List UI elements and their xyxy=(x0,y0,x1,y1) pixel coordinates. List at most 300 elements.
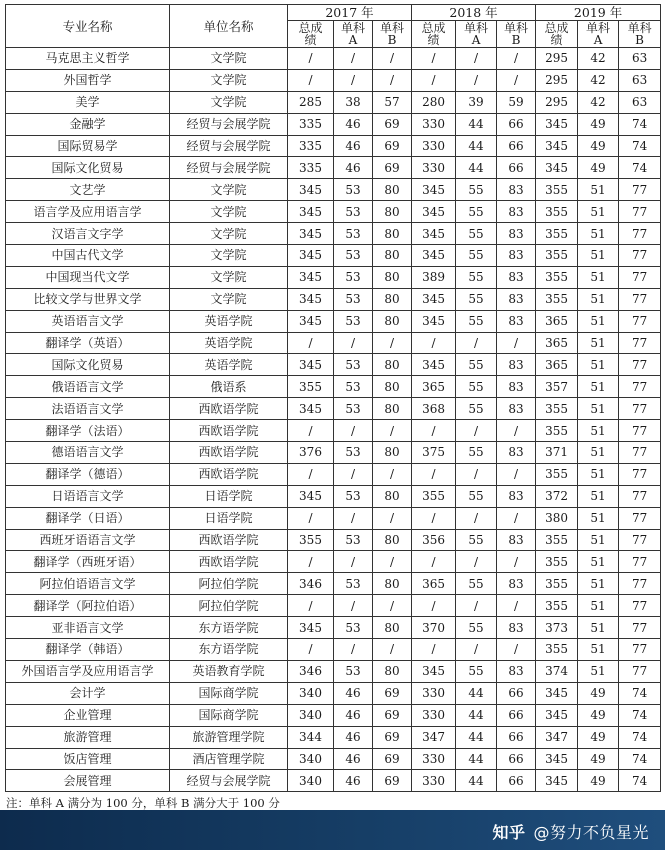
score-cell: 44 xyxy=(456,704,497,726)
major-name-cell: 翻译学（德语） xyxy=(6,463,170,485)
score-cell: 80 xyxy=(373,266,412,288)
score-cell: 77 xyxy=(619,595,661,617)
major-name-cell: 会计学 xyxy=(6,682,170,704)
score-cell: 365 xyxy=(536,354,578,376)
score-cell: 44 xyxy=(456,157,497,179)
score-cell: 77 xyxy=(619,507,661,529)
score-cell: 51 xyxy=(578,398,619,420)
table-row xyxy=(6,48,661,70)
score-cell: 344 xyxy=(288,726,334,748)
score-cell: 77 xyxy=(619,332,661,354)
score-cell: 295 xyxy=(536,48,578,70)
score-cell: 345 xyxy=(536,157,578,179)
score-cell: 66 xyxy=(497,157,536,179)
score-cell: 49 xyxy=(578,748,619,770)
score-cell: / xyxy=(412,639,456,661)
major-name-cell: 翻译学（韩语） xyxy=(6,639,170,661)
score-cell: 80 xyxy=(373,660,412,682)
unit-name-cell: 英语学院 xyxy=(170,310,288,332)
header-subject-b: 单科 B xyxy=(497,21,536,48)
score-cell: / xyxy=(288,48,334,70)
score-cell: 51 xyxy=(578,266,619,288)
score-cell: / xyxy=(412,551,456,573)
score-cell: 51 xyxy=(578,639,619,661)
score-cell: 77 xyxy=(619,179,661,201)
score-cell: 335 xyxy=(288,135,334,157)
unit-name-cell: 文学院 xyxy=(170,266,288,288)
table-row xyxy=(6,639,661,661)
major-name-cell: 马克思主义哲学 xyxy=(6,48,170,70)
score-cell: 80 xyxy=(373,201,412,223)
score-cell: / xyxy=(412,463,456,485)
major-name-cell: 翻译学（英语） xyxy=(6,332,170,354)
major-name-cell: 文艺学 xyxy=(6,179,170,201)
score-cell: 80 xyxy=(373,573,412,595)
score-cell: / xyxy=(412,595,456,617)
table-row xyxy=(6,420,661,442)
score-cell: / xyxy=(373,69,412,91)
unit-name-cell: 俄语系 xyxy=(170,376,288,398)
score-cell: 46 xyxy=(334,682,373,704)
header-subject-a: 单科 A xyxy=(334,21,373,48)
score-cell: 46 xyxy=(334,704,373,726)
score-cell: 80 xyxy=(373,617,412,639)
score-cell: 46 xyxy=(334,770,373,792)
header-major: 专业名称 xyxy=(6,5,170,48)
major-name-cell: 美学 xyxy=(6,91,170,113)
score-cell: 340 xyxy=(288,748,334,770)
score-cell: 53 xyxy=(334,310,373,332)
table-row xyxy=(6,748,661,770)
major-name-cell: 德语语言文学 xyxy=(6,442,170,464)
table-body xyxy=(6,48,661,792)
score-cell: / xyxy=(334,639,373,661)
table-row xyxy=(6,310,661,332)
score-cell: 80 xyxy=(373,354,412,376)
score-cell: 345 xyxy=(288,245,334,267)
score-cell: 345 xyxy=(412,310,456,332)
table-row xyxy=(6,266,661,288)
score-cell: 330 xyxy=(412,157,456,179)
score-cell: / xyxy=(373,48,412,70)
score-cell: 356 xyxy=(412,529,456,551)
score-cell: 83 xyxy=(497,245,536,267)
unit-name-cell: 英语学院 xyxy=(170,332,288,354)
score-cell: 49 xyxy=(578,135,619,157)
score-cell: 83 xyxy=(497,617,536,639)
score-cell: 55 xyxy=(456,179,497,201)
score-cell: 55 xyxy=(456,201,497,223)
score-cell: 77 xyxy=(619,223,661,245)
major-name-cell: 翻译学（西班牙语） xyxy=(6,551,170,573)
score-cell: 49 xyxy=(578,113,619,135)
score-cell: 74 xyxy=(619,770,661,792)
score-cell: 49 xyxy=(578,770,619,792)
score-cell: 51 xyxy=(578,463,619,485)
unit-name-cell: 英语教育学院 xyxy=(170,660,288,682)
table-row xyxy=(6,135,661,157)
header-year-2018: 2018 年 xyxy=(412,5,536,21)
score-cell: 346 xyxy=(288,573,334,595)
table-row xyxy=(6,113,661,135)
unit-name-cell: 阿拉伯学院 xyxy=(170,573,288,595)
major-name-cell: 外国哲学 xyxy=(6,69,170,91)
major-name-cell: 比较文学与世界文学 xyxy=(6,288,170,310)
score-cell: 53 xyxy=(334,266,373,288)
score-cell: 44 xyxy=(456,726,497,748)
table-row xyxy=(6,573,661,595)
table-row xyxy=(6,529,661,551)
score-cell: 345 xyxy=(412,245,456,267)
header-subject-b: 单科 B xyxy=(619,21,661,48)
score-cell: 59 xyxy=(497,91,536,113)
score-cell: 77 xyxy=(619,463,661,485)
score-cell: 53 xyxy=(334,245,373,267)
unit-name-cell: 西欧语学院 xyxy=(170,420,288,442)
score-cell: / xyxy=(456,69,497,91)
score-cell: 345 xyxy=(288,266,334,288)
score-cell: 355 xyxy=(536,529,578,551)
major-name-cell: 俄语语言文学 xyxy=(6,376,170,398)
header-subject-a: 单科 A xyxy=(578,21,619,48)
score-cell: 83 xyxy=(497,201,536,223)
score-cell: 330 xyxy=(412,748,456,770)
table-row xyxy=(6,91,661,113)
score-cell: 347 xyxy=(536,726,578,748)
table-row xyxy=(6,551,661,573)
score-cell: 365 xyxy=(412,376,456,398)
major-name-cell: 西班牙语语言文学 xyxy=(6,529,170,551)
major-name-cell: 外国语言学及应用语言学 xyxy=(6,660,170,682)
unit-name-cell: 经贸与会展学院 xyxy=(170,113,288,135)
score-cell: 46 xyxy=(334,113,373,135)
score-cell: 77 xyxy=(619,617,661,639)
score-cell: 38 xyxy=(334,91,373,113)
score-cell: 55 xyxy=(456,442,497,464)
watermark xyxy=(492,820,649,843)
unit-name-cell: 文学院 xyxy=(170,69,288,91)
score-cell: / xyxy=(288,639,334,661)
score-cell: 66 xyxy=(497,704,536,726)
score-cell: / xyxy=(456,595,497,617)
score-cell: 83 xyxy=(497,310,536,332)
table-row xyxy=(6,201,661,223)
table-row xyxy=(6,354,661,376)
unit-name-cell: 东方语学院 xyxy=(170,639,288,661)
score-cell: 355 xyxy=(536,595,578,617)
score-cell: / xyxy=(497,595,536,617)
major-name-cell: 翻译学（法语） xyxy=(6,420,170,442)
score-cell: 42 xyxy=(578,91,619,113)
score-cell: 80 xyxy=(373,442,412,464)
table-row xyxy=(6,332,661,354)
score-cell: 83 xyxy=(497,398,536,420)
score-cell: 345 xyxy=(536,770,578,792)
score-cell: 80 xyxy=(373,529,412,551)
score-cell: 44 xyxy=(456,748,497,770)
score-cell: 46 xyxy=(334,157,373,179)
score-cell: 80 xyxy=(373,310,412,332)
unit-name-cell: 经贸与会展学院 xyxy=(170,770,288,792)
score-cell: 46 xyxy=(334,135,373,157)
score-cell: 69 xyxy=(373,726,412,748)
score-cell: 51 xyxy=(578,376,619,398)
score-cell: 51 xyxy=(578,288,619,310)
score-cell: 77 xyxy=(619,354,661,376)
score-cell: 77 xyxy=(619,245,661,267)
score-cell: / xyxy=(373,332,412,354)
score-cell: 51 xyxy=(578,442,619,464)
score-cell: 66 xyxy=(497,682,536,704)
score-cell: 51 xyxy=(578,245,619,267)
table-row xyxy=(6,617,661,639)
score-cell: 345 xyxy=(288,485,334,507)
score-cell: 55 xyxy=(456,660,497,682)
score-cell: / xyxy=(497,48,536,70)
score-cell: 355 xyxy=(536,179,578,201)
unit-name-cell: 国际商学院 xyxy=(170,704,288,726)
score-cell: 69 xyxy=(373,135,412,157)
table-row xyxy=(6,507,661,529)
score-cell: 77 xyxy=(619,529,661,551)
table-row xyxy=(6,726,661,748)
score-cell: 53 xyxy=(334,617,373,639)
score-cell: 83 xyxy=(497,223,536,245)
score-cell: 83 xyxy=(497,266,536,288)
score-cell: / xyxy=(456,463,497,485)
score-cell: 55 xyxy=(456,266,497,288)
header-year-2019: 2019 年 xyxy=(536,5,661,21)
score-cell: 346 xyxy=(288,660,334,682)
major-name-cell: 中国现当代文学 xyxy=(6,266,170,288)
score-cell: 355 xyxy=(536,420,578,442)
score-cell: 69 xyxy=(373,113,412,135)
score-cell: / xyxy=(334,551,373,573)
score-cell: 63 xyxy=(619,48,661,70)
score-cell: / xyxy=(373,463,412,485)
header-subject-a: 单科 A xyxy=(456,21,497,48)
score-cell: / xyxy=(456,639,497,661)
score-cell: 345 xyxy=(288,288,334,310)
score-cell: / xyxy=(288,69,334,91)
major-name-cell: 日语语言文学 xyxy=(6,485,170,507)
major-name-cell: 国际贸易学 xyxy=(6,135,170,157)
score-cell: 74 xyxy=(619,704,661,726)
unit-name-cell: 西欧语学院 xyxy=(170,529,288,551)
score-cell: 77 xyxy=(619,266,661,288)
score-cell: 55 xyxy=(456,485,497,507)
score-cell: 80 xyxy=(373,245,412,267)
score-cell: 80 xyxy=(373,179,412,201)
score-cell: 83 xyxy=(497,442,536,464)
score-cell: 49 xyxy=(578,726,619,748)
score-cell: 55 xyxy=(456,376,497,398)
score-cell: 80 xyxy=(373,223,412,245)
unit-name-cell: 文学院 xyxy=(170,288,288,310)
score-cell: / xyxy=(456,332,497,354)
score-cell: 345 xyxy=(412,660,456,682)
score-cell: 46 xyxy=(334,748,373,770)
score-cell: 365 xyxy=(412,573,456,595)
unit-name-cell: 国际商学院 xyxy=(170,682,288,704)
score-cell: 345 xyxy=(288,201,334,223)
score-cell: 51 xyxy=(578,573,619,595)
score-cell: 66 xyxy=(497,113,536,135)
unit-name-cell: 经贸与会展学院 xyxy=(170,135,288,157)
score-cell: 77 xyxy=(619,660,661,682)
major-name-cell: 旅游管理 xyxy=(6,726,170,748)
score-cell: 365 xyxy=(536,310,578,332)
score-cell: 49 xyxy=(578,157,619,179)
header-year-2017: 2017 年 xyxy=(288,5,412,21)
score-cell: 345 xyxy=(536,704,578,726)
score-table xyxy=(5,4,661,792)
score-cell: 376 xyxy=(288,442,334,464)
unit-name-cell: 酒店管理学院 xyxy=(170,748,288,770)
score-cell: 53 xyxy=(334,660,373,682)
score-cell: 345 xyxy=(536,748,578,770)
unit-name-cell: 文学院 xyxy=(170,201,288,223)
score-cell: 345 xyxy=(288,310,334,332)
score-cell: / xyxy=(456,48,497,70)
table-row xyxy=(6,223,661,245)
score-cell: / xyxy=(373,507,412,529)
table-row xyxy=(6,245,661,267)
major-name-cell: 翻译学（日语） xyxy=(6,507,170,529)
score-cell: 345 xyxy=(412,223,456,245)
score-cell: 345 xyxy=(288,354,334,376)
score-cell: / xyxy=(288,507,334,529)
score-cell: 340 xyxy=(288,704,334,726)
score-cell: / xyxy=(456,551,497,573)
score-cell: 77 xyxy=(619,420,661,442)
score-cell: 69 xyxy=(373,748,412,770)
score-cell: 55 xyxy=(456,288,497,310)
score-cell: 46 xyxy=(334,726,373,748)
table-row xyxy=(6,595,661,617)
unit-name-cell: 文学院 xyxy=(170,245,288,267)
score-cell: 355 xyxy=(536,223,578,245)
score-cell: 330 xyxy=(412,704,456,726)
score-cell: 55 xyxy=(456,573,497,595)
score-cell: 330 xyxy=(412,135,456,157)
score-cell: 80 xyxy=(373,288,412,310)
score-cell: 347 xyxy=(412,726,456,748)
zhihu-logo: 知乎 xyxy=(492,823,526,842)
score-cell: 345 xyxy=(412,288,456,310)
score-cell: 295 xyxy=(536,69,578,91)
score-cell: 345 xyxy=(288,617,334,639)
unit-name-cell: 西欧语学院 xyxy=(170,551,288,573)
score-cell: / xyxy=(497,332,536,354)
score-cell: / xyxy=(497,420,536,442)
score-cell: 345 xyxy=(412,354,456,376)
score-cell: / xyxy=(456,507,497,529)
score-cell: 77 xyxy=(619,376,661,398)
score-cell: / xyxy=(288,551,334,573)
score-cell: 69 xyxy=(373,704,412,726)
score-cell: 83 xyxy=(497,573,536,595)
score-cell: / xyxy=(373,420,412,442)
major-name-cell: 金融学 xyxy=(6,113,170,135)
unit-name-cell: 文学院 xyxy=(170,48,288,70)
score-cell: 355 xyxy=(536,398,578,420)
score-cell: 55 xyxy=(456,398,497,420)
score-cell: 380 xyxy=(536,507,578,529)
score-cell: 355 xyxy=(412,485,456,507)
score-cell: 51 xyxy=(578,507,619,529)
score-cell: / xyxy=(334,48,373,70)
score-cell: 355 xyxy=(536,573,578,595)
table-row xyxy=(6,485,661,507)
score-cell: 49 xyxy=(578,704,619,726)
unit-name-cell: 东方语学院 xyxy=(170,617,288,639)
score-cell: 53 xyxy=(334,223,373,245)
score-cell: / xyxy=(334,332,373,354)
score-cell: / xyxy=(288,420,334,442)
score-cell: 372 xyxy=(536,485,578,507)
score-cell: 77 xyxy=(619,442,661,464)
score-cell: / xyxy=(334,420,373,442)
header-total-score: 总成 绩 xyxy=(288,21,334,48)
score-cell: 345 xyxy=(412,179,456,201)
score-cell: 77 xyxy=(619,310,661,332)
score-cell: 357 xyxy=(536,376,578,398)
score-cell: 345 xyxy=(288,179,334,201)
score-cell: 80 xyxy=(373,485,412,507)
score-cell: 80 xyxy=(373,398,412,420)
major-name-cell: 阿拉伯语语言文学 xyxy=(6,573,170,595)
score-cell: 63 xyxy=(619,69,661,91)
score-cell: 335 xyxy=(288,113,334,135)
score-cell: 374 xyxy=(536,660,578,682)
score-cell: / xyxy=(497,69,536,91)
score-cell: 77 xyxy=(619,573,661,595)
unit-name-cell: 文学院 xyxy=(170,223,288,245)
score-cell: 51 xyxy=(578,617,619,639)
major-name-cell: 会展管理 xyxy=(6,770,170,792)
score-cell: 51 xyxy=(578,332,619,354)
unit-name-cell: 西欧语学院 xyxy=(170,442,288,464)
score-cell: 55 xyxy=(456,310,497,332)
score-cell: 345 xyxy=(288,223,334,245)
score-cell: 57 xyxy=(373,91,412,113)
major-name-cell: 国际文化贸易 xyxy=(6,354,170,376)
score-cell: 53 xyxy=(334,354,373,376)
score-cell: / xyxy=(497,551,536,573)
table-row xyxy=(6,157,661,179)
score-cell: 51 xyxy=(578,310,619,332)
score-cell: 355 xyxy=(536,463,578,485)
score-cell: 345 xyxy=(536,113,578,135)
major-name-cell: 饭店管理 xyxy=(6,748,170,770)
score-cell: 77 xyxy=(619,201,661,223)
score-cell: 51 xyxy=(578,420,619,442)
score-cell: 345 xyxy=(536,135,578,157)
score-cell: 295 xyxy=(536,91,578,113)
major-name-cell: 英语语言文学 xyxy=(6,310,170,332)
score-cell: 77 xyxy=(619,551,661,573)
score-cell: 51 xyxy=(578,179,619,201)
score-cell: 375 xyxy=(412,442,456,464)
score-cell: / xyxy=(288,332,334,354)
score-cell: / xyxy=(373,639,412,661)
score-cell: 355 xyxy=(536,266,578,288)
score-cell: / xyxy=(373,595,412,617)
score-cell: 44 xyxy=(456,135,497,157)
score-cell: 345 xyxy=(288,398,334,420)
score-cell: 66 xyxy=(497,726,536,748)
